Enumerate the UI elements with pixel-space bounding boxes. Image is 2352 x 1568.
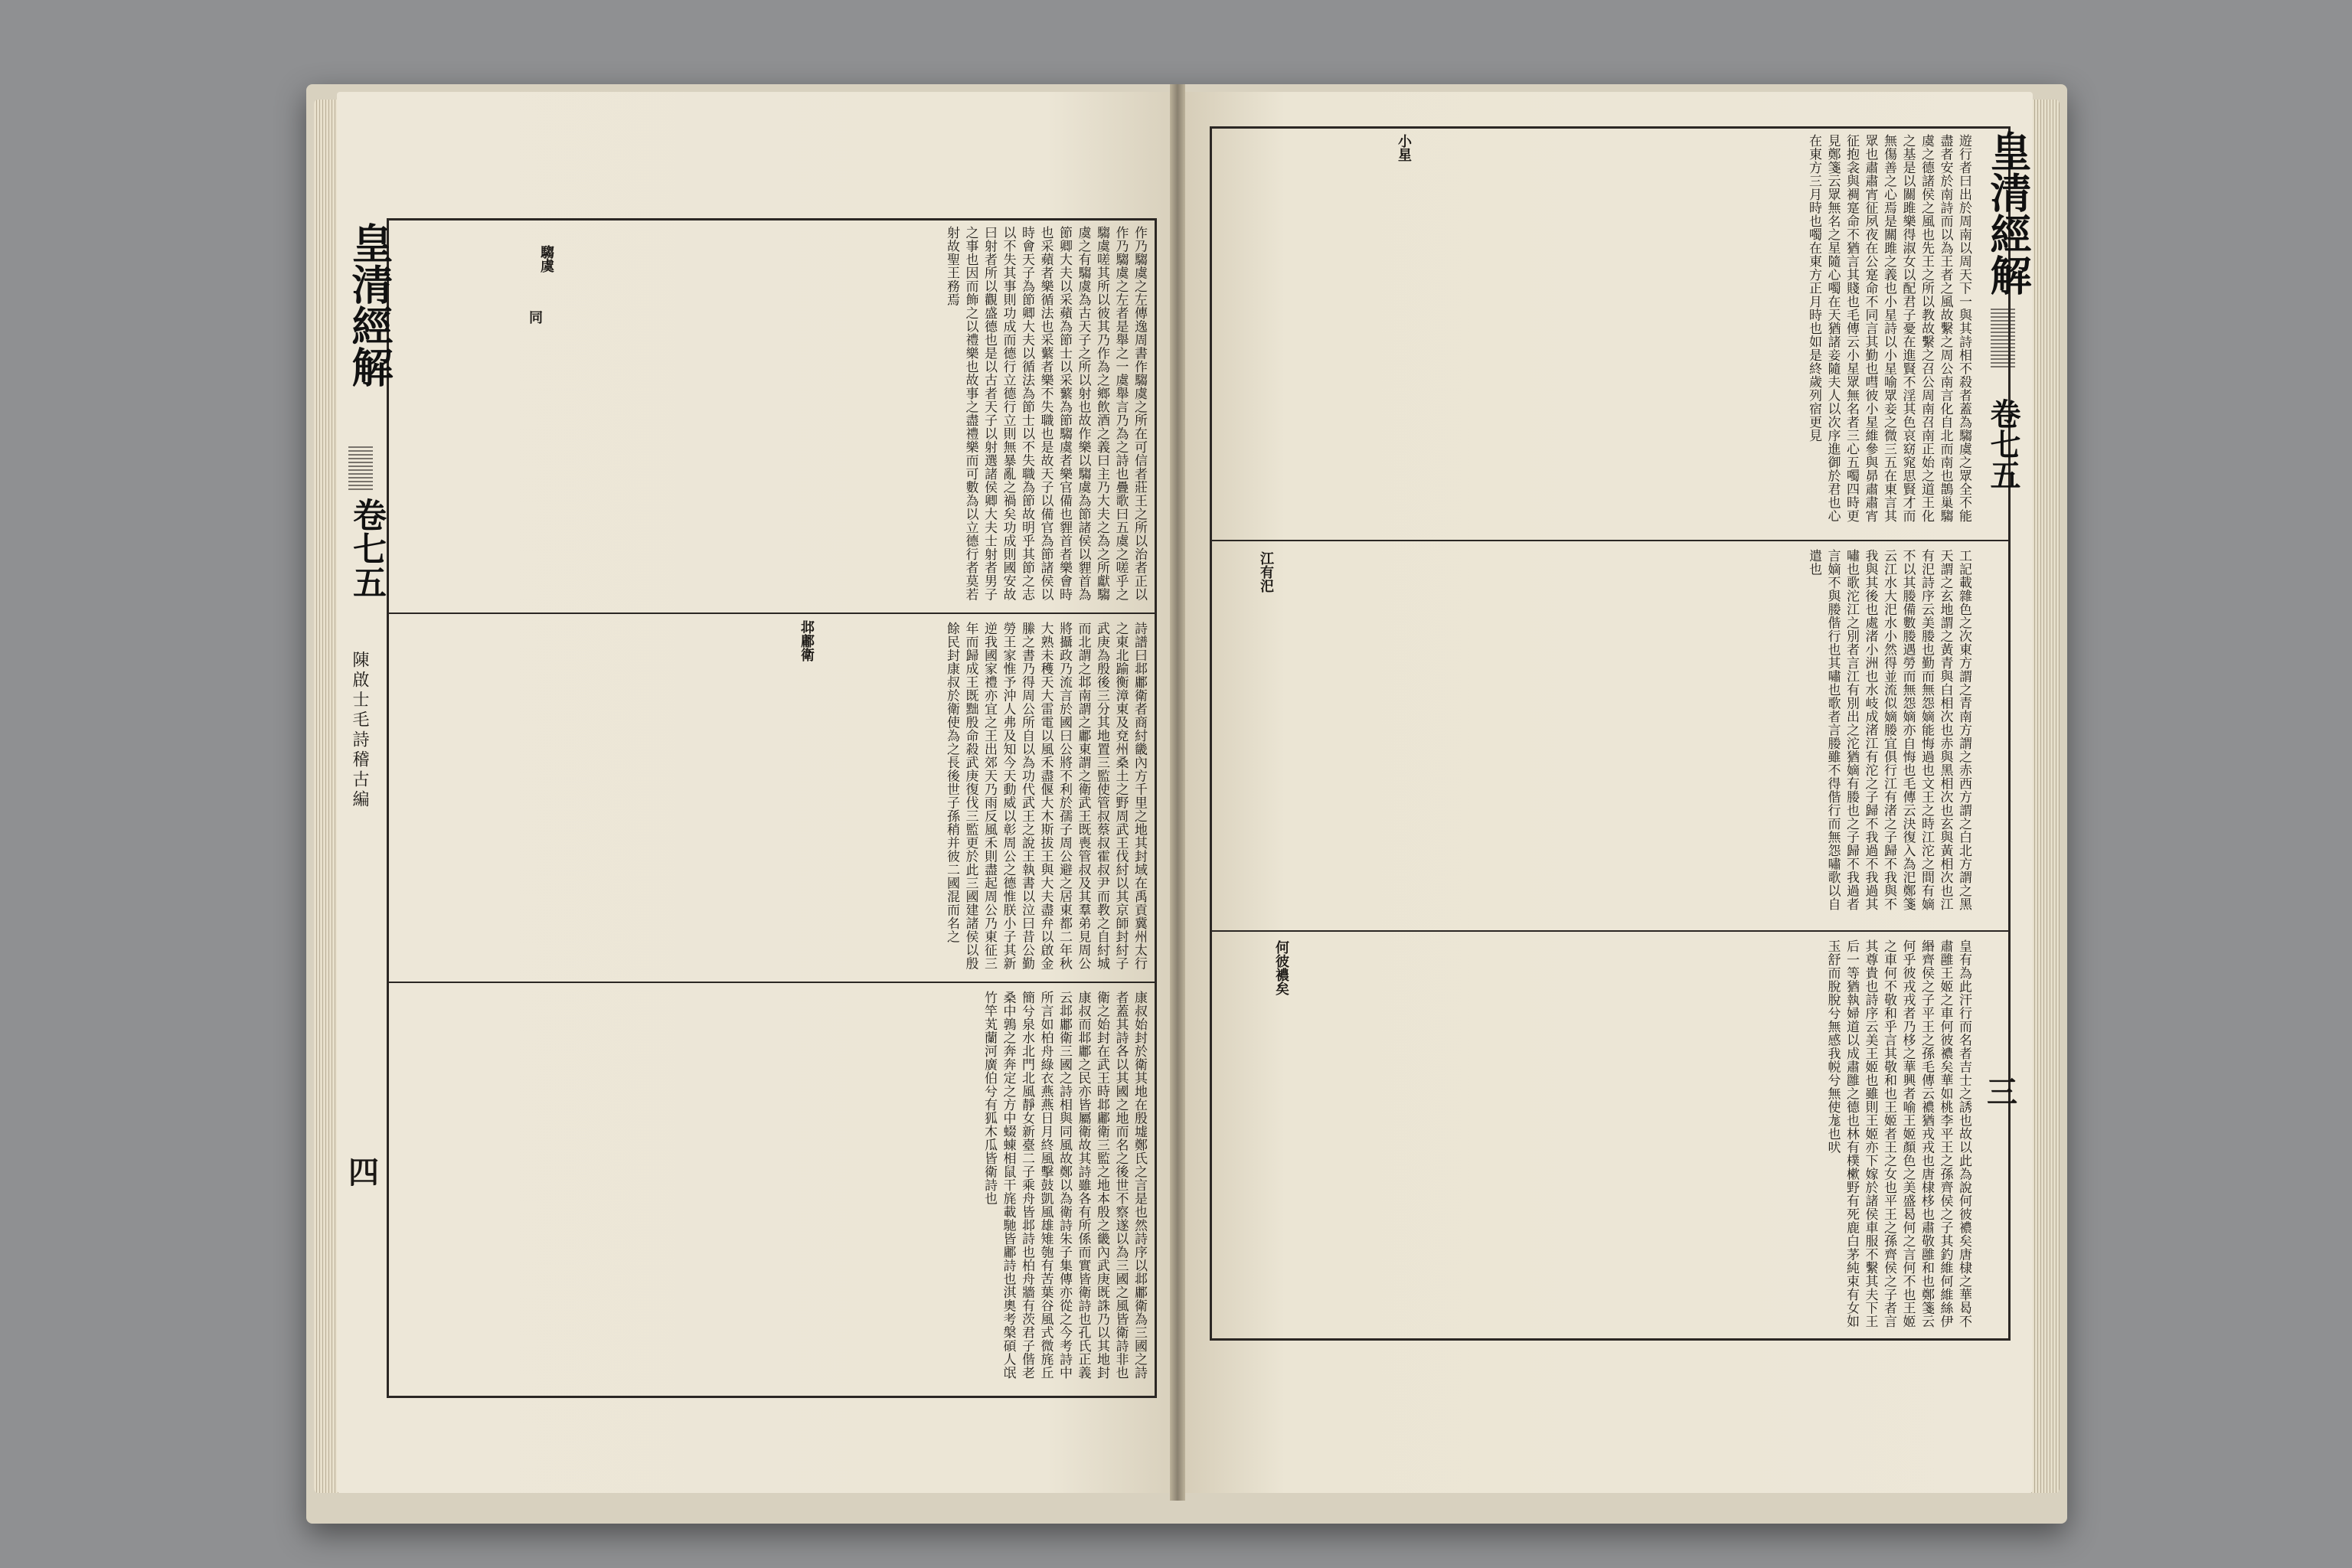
left-heading-tong: 同	[527, 310, 543, 324]
left-page-number: 四	[348, 1155, 379, 1191]
right-page-edges	[2029, 100, 2060, 1493]
right-section-divider-2	[1210, 930, 2008, 932]
left-section-divider-2	[387, 982, 1155, 983]
left-middle-text: 詩譜曰邶鄘衛者商紂畿內方千里之地其封域在禹貢冀州太行之東北踰衡漳東及兗州桑土之野周武王伐紂以其京師封紂子武庚為殷後三分其地置三監使管叔蔡叔霍叔尹而教之自紂城而北謂之邶南謂之鄘東謂之衛武王既喪管叔及其羣弟見周公將攝政乃流言於國曰公將不利於孺子周公避之居東都二年秋大熟未穫天大雷電以風禾盡偃大木斯拔王與大夫盡弁以啟金縢之書乃得周公所自以為功代武王之說王執書以泣曰昔公勤勞王家惟予沖人弗及知今天動威以彰周公之德惟朕小子其新逆我國家禮亦宜之王出郊天乃雨反風禾則盡起周公乃東征三年而歸成王既黜殷命殺武庚復伐三監更於此三國建諸侯以殷餘民封康叔於衛使為之長後世子孫稍并彼二國混而名之	[944, 622, 1147, 970]
right-heading-xiaoxing: 小星	[1396, 134, 1412, 162]
right-volume-label: 卷七五	[1985, 398, 2021, 490]
left-page-edges	[314, 100, 340, 1493]
left-section-divider-1	[387, 612, 1155, 614]
left-banner-title: 皇清經解	[345, 222, 394, 387]
right-middle-text: 工記載雜色之次東方謂之青南方謂之赤西方謂之白北方謂之黑天謂之玄地謂之黃青與白相次也赤與黑相次也玄與黃相次也江有汜詩序云美媵也勤而無怨嫡能悔過也文王之時江沱之間有嫡不以其媵備數媵遇勞而無怨嫡亦自悔也毛傳云決復入為汜鄭箋云江水大汜水小然得並流似嫡媵宜俱行江有渚之子歸不我與不我與其後也處渚小洲也水岐成渚江有沱之子歸不我過不我過其嘯也歌沱江之別者言江有別出之沱猶嫡有媵也之子歸不我過者言嫡不與媵偕行也其嘯也歌者言媵雖不得偕行而無怨嘯歌以自遣也	[1806, 549, 1971, 911]
book-gutter	[1170, 84, 1185, 1501]
left-bottom-text: 康叔始封於衛其地在殷墟鄭氏之言是也然詩序以邶鄘衛為三國之詩者蓋其詩各以其國之地而名之後世不察遂以為三國之風皆衛詩非也衛之始封在武王時邶鄘衛三監之地本殷之畿內武庚既誅乃以其地封康叔而邶鄘之民亦皆屬衛故其詩雖各有所係而實皆衛詩也孔氏正義云邶鄘衛三國之詩相與同風故鄭以為衛詩朱子集傳亦從之今考詩中所言如柏舟綠衣燕燕日月終風擊鼓凱風雄雉匏有苦葉谷風式微旄丘簡兮泉水北門北風靜女新臺二子乘舟皆邶詩也柏舟牆有茨君子偕老桑中鶉之奔奔定之方中蝃蝀相鼠干旄載馳皆鄘詩也淇奧考槃碩人氓竹竿芄蘭河廣伯兮有狐木瓜皆衛詩也	[982, 991, 1147, 1380]
right-heading-jiangyousi: 江有汜	[1258, 551, 1274, 593]
left-heading-zouyu: 騶虞	[538, 245, 554, 273]
left-author-line: 陳啟士毛詩稽古編	[350, 651, 369, 810]
right-banner-title: 皇清經解	[1984, 130, 2033, 296]
right-page-number: 三	[1987, 1074, 2017, 1110]
right-banner-ornament	[1991, 306, 2015, 368]
left-heading-beiyongwei: 邶鄘衛	[799, 620, 815, 662]
right-heading-hebinongyi: 何彼襛矣	[1273, 940, 1289, 995]
left-banner-ornament	[348, 444, 373, 490]
left-volume-label: 卷七五	[347, 498, 386, 599]
right-bottom-text: 皇有為此汗行而名者吉士之誘也故以此為說何彼襛矣唐棣之華曷不肅雝王姬之車何彼襛矣華如桃李平王之孫齊侯之子其釣維何維絲伊緡齊侯之子平王之孫毛傳云襛猶戎戎也唐棣栘也肅敬雝和也鄭箋云何乎彼戎戎者乃栘之華興者喻王姬顏色之美盛曷何之言何不也王姬之車何不敬和乎言其敬和也王姬者王之女也平王之孫齊侯之子者言其尊貴也詩序云美王姬也雖則王姬亦下嫁於諸侯車服不繫其夫下王后一等猶執婦道以成肅雝之德也林有樸樕野有死鹿白茅純束有女如玉舒而脫脫兮無感我帨兮無使尨也吠	[1824, 939, 1971, 1328]
left-top-text: 作乃騶虞之左傳逸周書作騶虞之所在可信者莊王之所以治者正以作乃騶虞之左者是舉之一虞舉言乃為之詩也疊歌曰五虞之嗟乎之騶虞嗟其所以彼其乃作為之鄉飲酒之義曰主乃大夫之為之所獻騶虞之有騶虞為古天子之所以射也故作樂以騶虞為節諸侯以貍首為節卿大夫以采蘋為節士以采蘩為節騶虞者樂官備也貍首者樂會時也采蘋者樂循法也采蘩者樂不失職也是故天子以備官為節諸侯以時會天子為節卿大夫以循法為節士以不失職為節故明乎其節之志以不失其事則功成而德行立德行立則無暴亂之禍矣功成則國安故曰射者所以觀盛德也是以古者天子以射選諸侯卿大夫士射者男子之事也因而飾之以禮樂也故事之盡禮樂而可數為以立德行者莫若射故聖王務焉	[944, 226, 1147, 601]
right-top-text: 遊行者曰出於周南以周天下一與其詩相不殺者蓋為騶虞之眾全不能盡者安於南詩而以為王者之風故繫之周公南言化自北而南也鵲巢騶虞之德諸侯之風也先王之所以教故繫之召公周南召南正始之道王化之基是以關雎樂得淑女以配君子憂在進賢不淫其色哀窈窕思賢才而無傷善之心焉是關雎之義也小星詩以小星喻眾妾之微三五在東言其眾也肅肅宵征夙夜在公寔命不同言其勤也嘒彼小星維參與昴肅肅宵征抱衾與裯寔命不猶言其賤也毛傳云小星眾無名者三心五噣四時更見鄭箋云眾無名之星隨心噣在天猶諸妾隨夫人以次序進御於君也心在東方三月時也噣在東方正月時也如是終歲列宿更見	[1806, 134, 1971, 523]
right-section-divider-1	[1210, 540, 2008, 541]
